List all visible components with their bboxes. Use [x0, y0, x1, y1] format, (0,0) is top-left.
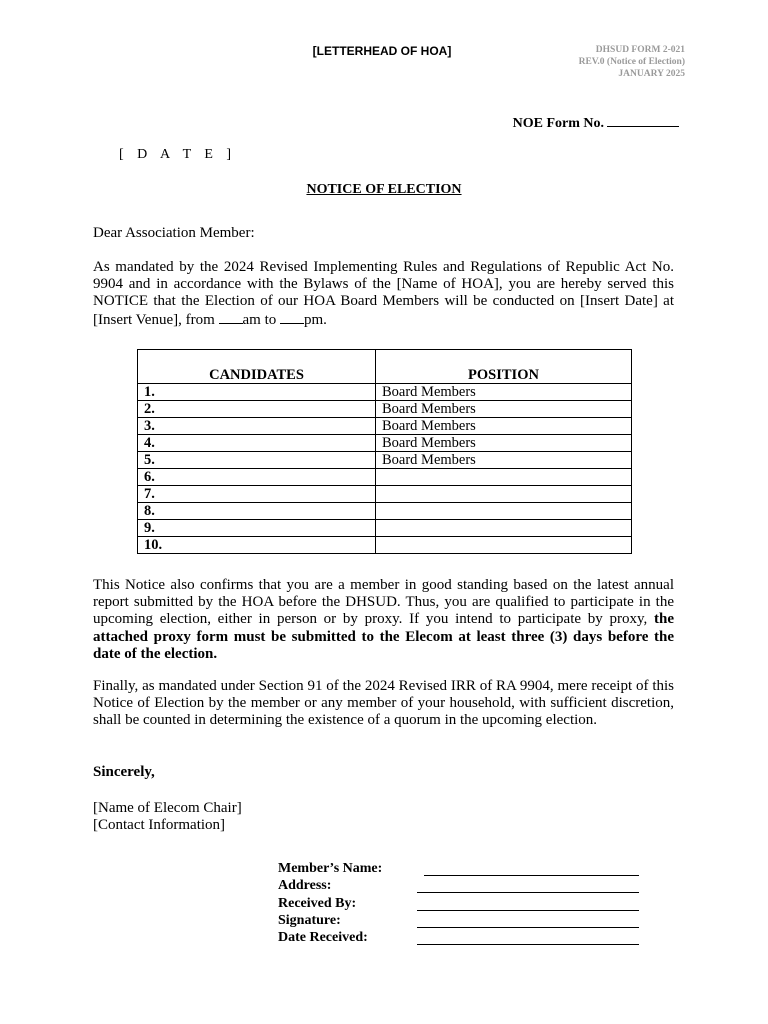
- signatory-block: [93, 800, 674, 834]
- page-title: NOTICE OF ELECTION: [306, 182, 462, 197]
- candidate-number: 1.: [138, 384, 376, 401]
- start-time-blank: [219, 311, 243, 324]
- signatory-contact: [Contact Information]: [93, 817, 226, 834]
- mandate-paragraph: As mandated by the 2024 Revised Implementing Rules and Regulations of Republic Act No. 9904 and in accordance with the Bylaws of the [Name of HOA], you are hereby served this NOTICE that the Election of our HOA Board Members will be conducted on [Insert Date] at [Insert Venue], from am to pm.: [93, 259, 674, 328]
- table-row: [138, 435, 632, 452]
- table-row: [138, 503, 632, 520]
- table-row: [138, 384, 632, 401]
- member-name-blank: [424, 861, 639, 876]
- proxy-deadline-notice: the attached proxy form must be submitted to the Elecom at least three (3) days before the date of the election.: [93, 611, 674, 662]
- table-row: [138, 486, 632, 503]
- candidate-position: [376, 469, 632, 486]
- table-row: [138, 537, 632, 554]
- candidate-number: 7.: [138, 486, 376, 503]
- candidate-number: 2.: [138, 401, 376, 418]
- receipt-field-received-by: Received By:: [278, 895, 382, 912]
- table-row: [138, 401, 632, 418]
- address-blank: [417, 878, 639, 893]
- noe-form-label: NOE Form No.: [512, 116, 604, 131]
- form-code: [579, 44, 685, 80]
- candidate-number: 3.: [138, 418, 376, 435]
- candidate-number: 6.: [138, 469, 376, 486]
- candidate-position: Board Members: [376, 384, 632, 401]
- table-row: [138, 452, 632, 469]
- table-row: [138, 520, 632, 537]
- signatory-name: [Name of Elecom Chair]: [93, 800, 242, 816]
- confirmation-paragraph: This Notice also confirms that you are a member in good standing based on the latest annual report submitted by the HOA before the DHSUD. Thus, you are qualified to participate in the upcoming election, either in person or by proxy. If you intend to participate by proxy, the attached proxy form must be submitted to the Elecom at least three (3) days before the date of the election.: [93, 577, 674, 662]
- signature-blank: [417, 913, 639, 928]
- candidate-position: Board Members: [376, 435, 632, 452]
- candidate-number: 9.: [138, 520, 376, 537]
- candidate-position: Board Members: [376, 452, 632, 469]
- candidate-number: 10.: [138, 537, 376, 554]
- column-header-position: POSITION: [376, 350, 632, 384]
- noe-form-number-blank: [607, 114, 679, 127]
- table-row: [138, 469, 632, 486]
- closing: Sincerely,: [93, 764, 155, 780]
- table-header-row: [138, 350, 632, 384]
- candidate-number: 4.: [138, 435, 376, 452]
- candidate-position: [376, 486, 632, 503]
- form-code-line: DHSUD FORM 2-021: [595, 45, 685, 55]
- date-placeholder: [ D A T E ]: [119, 147, 237, 162]
- date-received-blank: [417, 930, 639, 945]
- letterhead-placeholder: [LETTERHEAD OF HOA]: [312, 44, 452, 58]
- receipt-field-date-received: Date Received:: [278, 929, 382, 946]
- received-by-blank: [417, 896, 639, 911]
- candidate-position: [376, 503, 632, 520]
- receipt-field-signature: Signature:: [278, 912, 382, 929]
- candidates-table: [137, 349, 632, 554]
- form-code-line: REV.0 (Notice of Election): [578, 57, 685, 67]
- receipt-field-member-name: Member’s Name:: [278, 860, 382, 877]
- candidate-number: 5.: [138, 452, 376, 469]
- quorum-paragraph: Finally, as mandated under Section 91 of the 2024 Revised IRR of RA 9904, mere receipt of this Notice of Election by the member or any member of your household, with sufficient discretion, shall be counted in determining the existence of a quorum in the upcoming election.: [93, 678, 674, 729]
- candidate-position: Board Members: [376, 418, 632, 435]
- table-row: [138, 418, 632, 435]
- noe-form-number: [513, 114, 679, 132]
- end-time-blank: [280, 311, 304, 324]
- candidate-position: [376, 537, 632, 554]
- salutation: Dear Association Member:: [93, 225, 255, 241]
- column-header-candidates: CANDIDATES: [138, 350, 376, 384]
- form-code-line: JANUARY 2025: [618, 69, 685, 79]
- candidate-position: [376, 520, 632, 537]
- candidate-number: 8.: [138, 503, 376, 520]
- receipt-fields: [278, 860, 382, 946]
- candidate-position: Board Members: [376, 401, 632, 418]
- receipt-field-address: Address:: [278, 877, 382, 894]
